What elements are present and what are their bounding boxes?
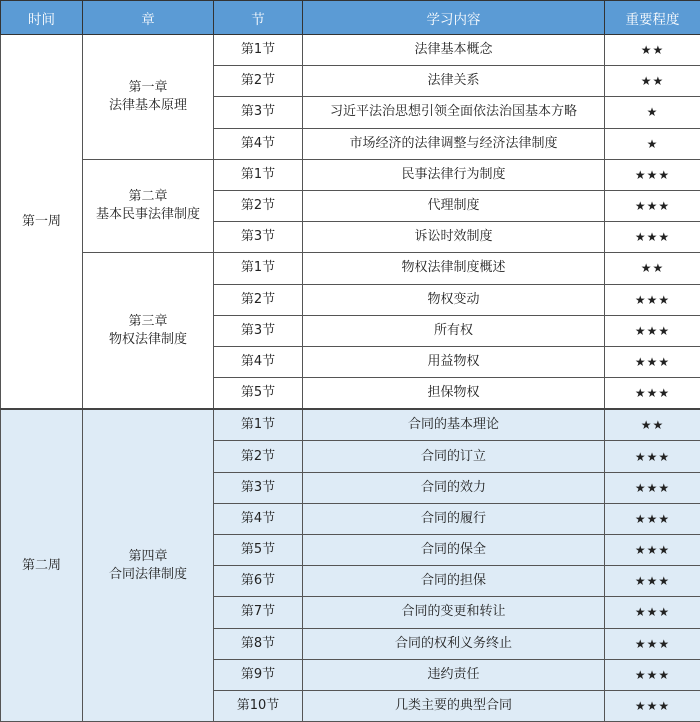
content-cell: 合同的基本理论 [303, 409, 605, 441]
section-cell: 第1节 [214, 159, 303, 190]
importance-stars: ★★★ [605, 378, 700, 410]
chapter-number: 第二章 [128, 189, 167, 204]
chapter-number: 第一章 [128, 80, 167, 95]
content-cell: 合同的变更和转让 [303, 597, 605, 628]
section-cell: 第3节 [214, 315, 303, 346]
table-row [1, 409, 700, 441]
importance-stars: ★★★ [605, 628, 700, 659]
section-cell: 第9节 [214, 659, 303, 690]
content-cell: 合同的效力 [303, 472, 605, 503]
importance-stars: ★★ [605, 35, 700, 66]
chapter-name: 合同法律制度 [109, 567, 187, 582]
section-cell: 第2节 [214, 66, 303, 97]
content-cell: 合同的订立 [303, 441, 605, 472]
section-cell: 第8节 [214, 628, 303, 659]
header-section: 节 [214, 1, 303, 35]
importance-stars: ★★★ [605, 284, 700, 315]
chapter-cell [83, 409, 214, 721]
section-cell: 第4节 [214, 503, 303, 534]
importance-stars: ★★★ [605, 159, 700, 190]
importance-stars: ★ [605, 128, 700, 159]
importance-stars: ★★★ [605, 535, 700, 566]
content-cell: 法律关系 [303, 66, 605, 97]
section-cell: 第1节 [214, 409, 303, 441]
section-cell: 第6节 [214, 566, 303, 597]
content-cell: 法律基本概念 [303, 35, 605, 66]
importance-stars: ★★★ [605, 190, 700, 221]
content-cell: 用益物权 [303, 346, 605, 377]
importance-stars: ★★ [605, 409, 700, 441]
content-cell: 习近平法治思想引领全面依法治国基本方略 [303, 97, 605, 128]
content-cell: 违约责任 [303, 659, 605, 690]
section-cell: 第4节 [214, 346, 303, 377]
content-cell: 代理制度 [303, 190, 605, 221]
chapter-name: 法律基本原理 [109, 98, 187, 113]
section-cell: 第2节 [214, 284, 303, 315]
content-cell: 诉讼时效制度 [303, 222, 605, 253]
week-cell: 第二周 [1, 409, 83, 721]
section-cell: 第5节 [214, 535, 303, 566]
section-cell: 第3节 [214, 472, 303, 503]
table-row [1, 253, 700, 284]
chapter-number: 第三章 [128, 314, 167, 329]
chapter-name: 基本民事法律制度 [96, 207, 200, 222]
importance-stars: ★★★ [605, 315, 700, 346]
header-row [1, 1, 700, 35]
chapter-cell [83, 253, 214, 409]
content-cell: 几类主要的典型合同 [303, 690, 605, 721]
section-cell: 第2节 [214, 441, 303, 472]
importance-stars: ★★★ [605, 690, 700, 721]
importance-stars: ★★★ [605, 566, 700, 597]
importance-stars: ★★★ [605, 659, 700, 690]
chapter-name: 物权法律制度 [109, 332, 187, 347]
section-cell: 第1节 [214, 253, 303, 284]
section-cell: 第7节 [214, 597, 303, 628]
table-row [1, 159, 700, 190]
content-cell: 合同的保全 [303, 535, 605, 566]
importance-stars: ★★★ [605, 597, 700, 628]
content-cell: 合同的权利义务终止 [303, 628, 605, 659]
importance-stars: ★ [605, 97, 700, 128]
importance-stars: ★★★ [605, 346, 700, 377]
content-cell: 民事法律行为制度 [303, 159, 605, 190]
section-cell: 第3节 [214, 97, 303, 128]
content-cell: 市场经济的法律调整与经济法律制度 [303, 128, 605, 159]
chapter-cell [83, 159, 214, 253]
week-cell: 第一周 [1, 35, 83, 410]
content-cell: 物权法律制度概述 [303, 253, 605, 284]
importance-stars: ★★ [605, 253, 700, 284]
section-cell: 第1节 [214, 35, 303, 66]
content-cell: 合同的担保 [303, 566, 605, 597]
content-cell: 担保物权 [303, 378, 605, 410]
chapter-cell [83, 35, 214, 160]
importance-stars: ★★★ [605, 222, 700, 253]
section-cell: 第2节 [214, 190, 303, 221]
table-row [1, 35, 700, 66]
content-cell: 所有权 [303, 315, 605, 346]
importance-stars: ★★★ [605, 441, 700, 472]
header-chapter: 章 [83, 1, 214, 35]
section-cell: 第4节 [214, 128, 303, 159]
header-importance: 重要程度 [605, 1, 700, 35]
section-cell: 第3节 [214, 222, 303, 253]
content-cell: 物权变动 [303, 284, 605, 315]
importance-stars: ★★ [605, 66, 700, 97]
importance-stars: ★★★ [605, 472, 700, 503]
importance-stars: ★★★ [605, 503, 700, 534]
content-cell: 合同的履行 [303, 503, 605, 534]
chapter-number: 第四章 [128, 549, 167, 564]
section-cell: 第10节 [214, 690, 303, 721]
section-cell: 第5节 [214, 378, 303, 410]
header-content: 学习内容 [303, 1, 605, 35]
header-time: 时间 [1, 1, 83, 35]
